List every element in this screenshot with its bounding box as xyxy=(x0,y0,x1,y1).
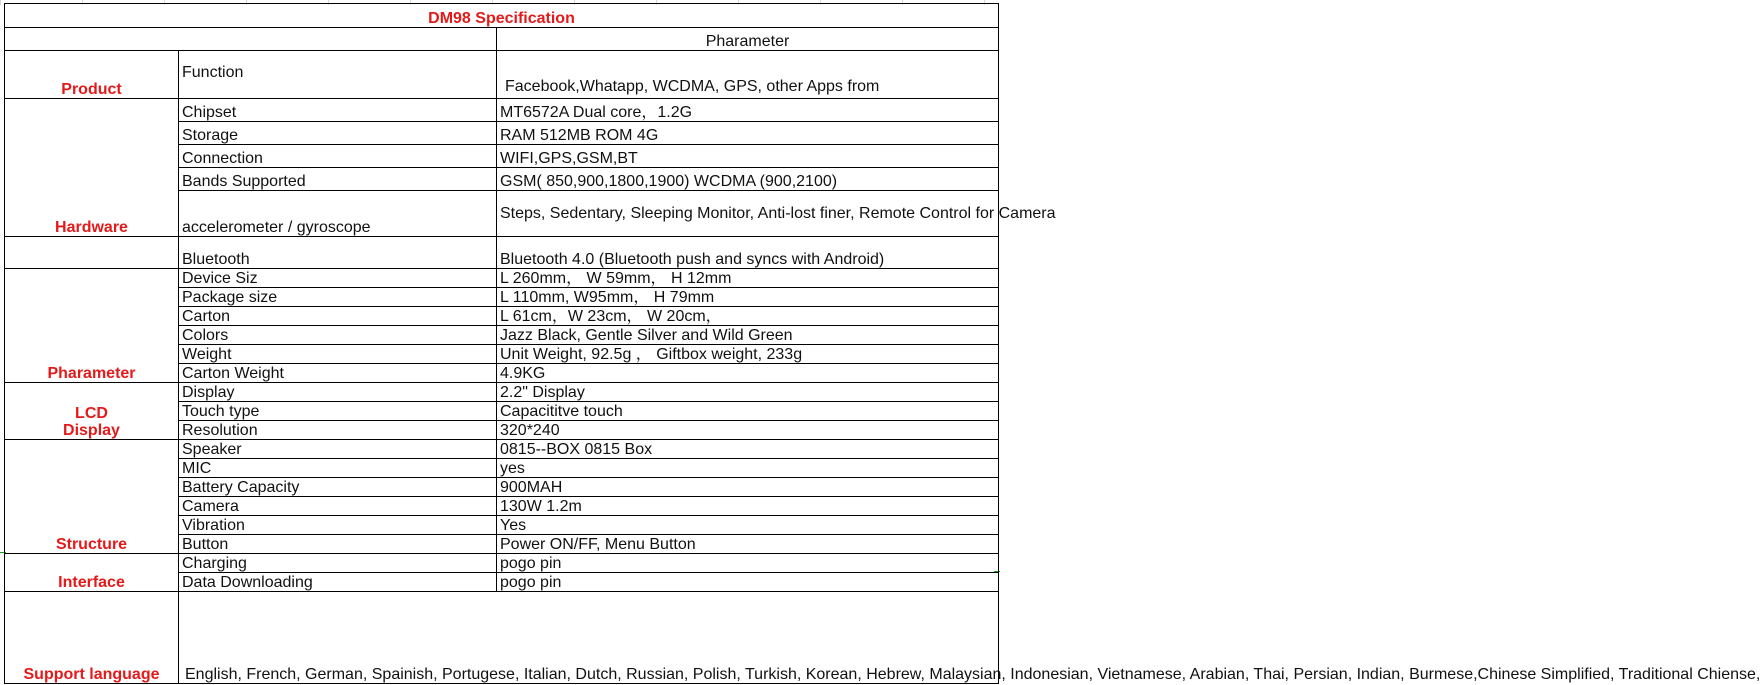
table-row xyxy=(5,99,999,122)
category-hardware: Hardware xyxy=(5,99,179,237)
table-row xyxy=(5,269,999,288)
product-row xyxy=(5,51,999,99)
table-row xyxy=(5,592,999,684)
category-interface: Interface xyxy=(5,554,179,592)
spec-label: Carton xyxy=(179,307,497,326)
table-row xyxy=(5,383,999,402)
spec-value: MT6572A Dual core，1.2G xyxy=(497,99,999,122)
spec-label: Chipset xyxy=(179,99,497,122)
spec-value: Yes xyxy=(497,516,999,535)
parameter-header: Pharameter xyxy=(497,28,999,51)
table-row xyxy=(5,237,999,269)
function-label: Function xyxy=(179,51,497,99)
spec-value: Power ON/FF, Menu Button xyxy=(497,535,999,554)
spec-value: L 110mm, W95mm， H 79mm xyxy=(497,288,999,307)
spec-value: 4.9KG xyxy=(497,364,999,383)
category-structure: Structure xyxy=(5,440,179,554)
title-row xyxy=(5,4,999,28)
spec-value: pogo pin xyxy=(497,554,999,573)
spec-value: Capacititve touch xyxy=(497,402,999,421)
spec-value: 900MAH xyxy=(497,478,999,497)
spec-label: Touch type xyxy=(179,402,497,421)
spec-label: Weight xyxy=(179,345,497,364)
category-lcd-display xyxy=(5,383,179,440)
specification-table xyxy=(4,3,1760,684)
category-product: Product xyxy=(5,51,179,99)
spec-label: Vibration xyxy=(179,516,497,535)
spec-label: Storage xyxy=(179,122,497,145)
spec-label: Speaker xyxy=(179,440,497,459)
spec-label: Connection xyxy=(179,145,497,168)
spec-value: Jazz Black, Gentle Silver and Wild Green xyxy=(497,326,999,345)
spec-label: MIC xyxy=(179,459,497,478)
spec-label: Bands Supported xyxy=(179,168,497,191)
header-row xyxy=(5,28,999,51)
spec-value: WIFI,GPS,GSM,BT xyxy=(497,145,999,168)
spec-value: L 61cm，W 23cm， W 20cm， xyxy=(497,307,999,326)
spec-label: Device Siz xyxy=(179,269,497,288)
spec-label: Colors xyxy=(179,326,497,345)
spec-value: Unit Weight, 92.5g ， Giftbox weight, 233g xyxy=(497,345,999,364)
spec-value: 130W 1.2m xyxy=(497,497,999,516)
spec-value: 320*240 xyxy=(497,421,999,440)
category-lcd-line1: LCD xyxy=(75,405,108,422)
support-language-value: English, French, German, Spainish, Portugese, Italian, Dutch, Russian, Polish, Turkish, Korean, Hebrew, Malaysian, Indonesian, Vietnamese, Arabian, Thai, Persian, Indian, Burmese,Chinese Simplified, Traditional Chiense, xyxy=(179,592,999,684)
spec-value: GSM( 850,900,1800,1900) WCDMA (900,2100) xyxy=(497,168,999,191)
category-blank-cell xyxy=(5,237,179,269)
spec-value: pogo pin xyxy=(497,573,999,592)
category-lcd-line2: Display xyxy=(63,422,120,439)
spec-label: Charging xyxy=(179,554,497,573)
spec-label: Button xyxy=(179,535,497,554)
spec-value: Steps, Sedentary, Sleeping Monitor, Anti-lost finer, Remote Control for Camera xyxy=(497,191,999,237)
spec-value: L 260mm， W 59mm， H 12mm xyxy=(497,269,999,288)
header-blank-cell xyxy=(5,28,497,51)
spec-value: RAM 512MB ROM 4G xyxy=(497,122,999,145)
function-value: Facebook,Whatapp, WCDMA, GPS, other Apps from xyxy=(497,51,999,99)
table-title: DM98 Specification xyxy=(5,4,999,28)
spec-label: Data Downloading xyxy=(179,573,497,592)
spec-value: 2.2" Display xyxy=(497,383,999,402)
spec-label: Camera xyxy=(179,497,497,516)
spec-value: Bluetooth 4.0 (Bluetooth push and syncs with Android) xyxy=(497,237,999,269)
table-row xyxy=(5,440,999,459)
spec-label: Display xyxy=(179,383,497,402)
spec-value: 0815--BOX 0815 Box xyxy=(497,440,999,459)
spec-label: Bluetooth xyxy=(179,237,497,269)
spec-label: accelerometer / gyroscope xyxy=(179,191,497,237)
spec-label: Package size xyxy=(179,288,497,307)
category-parameter: Pharameter xyxy=(5,269,179,383)
spec-value: yes xyxy=(497,459,999,478)
table-row xyxy=(5,554,999,573)
spec-label: Resolution xyxy=(179,421,497,440)
spec-label: Battery Capacity xyxy=(179,478,497,497)
spec-label: Carton Weight xyxy=(179,364,497,383)
category-support-language: Support language xyxy=(5,592,179,684)
